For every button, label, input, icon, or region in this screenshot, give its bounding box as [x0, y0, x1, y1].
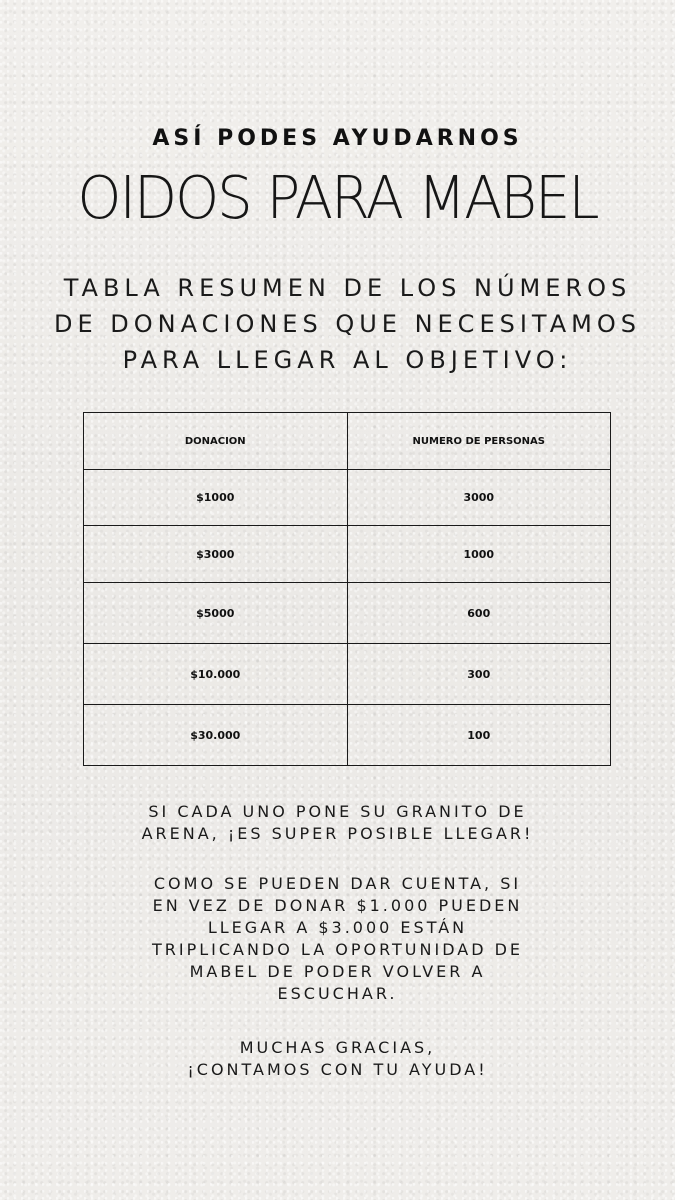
header-people: NUMERO DE PERSONAS: [347, 413, 611, 470]
paragraph-line: COMO SE PUEDEN DAR CUENTA, SI: [153, 874, 522, 893]
paragraph-line: MABEL DE PODER VOLVER A: [189, 962, 486, 981]
cell-donation: $30.000: [84, 705, 348, 766]
table-row: [84, 644, 611, 705]
table-row: [84, 526, 611, 583]
paragraph-line: ESCUCHAR.: [277, 984, 398, 1003]
cell-people: 1000: [347, 526, 611, 583]
header-donation: DONACION: [84, 413, 348, 470]
table-intro-line: DE DONACIONES QUE NECESITAMOS: [54, 310, 641, 338]
cell-people: 600: [347, 583, 611, 644]
cell-donation: $1000: [84, 470, 348, 526]
paragraph-line: EN VEZ DE DONAR $1.000 PUEDEN: [152, 896, 523, 915]
table-intro-line: TABLA RESUMEN DE LOS NÚMEROS: [63, 274, 632, 302]
table-header-row: [84, 413, 611, 470]
kicker-heading: ASÍ PODES AYUDARNOS: [152, 126, 523, 151]
table-intro: [20, 270, 675, 378]
cell-donation: $5000: [84, 583, 348, 644]
table-row: [84, 470, 611, 526]
encouragement-paragraph: [0, 801, 675, 845]
paragraph-line: ¡CONTAMOS CON TU AYUDA!: [187, 1060, 488, 1079]
cell-donation: $3000: [84, 526, 348, 583]
table-row: [84, 705, 611, 766]
table-intro-line: PARA LLEGAR AL OBJETIVO:: [122, 346, 573, 374]
paragraph-line: SI CADA UNO PONE SU GRANITO DE: [148, 802, 527, 821]
paragraph-line: LLEGAR A $3.000 ESTÁN: [207, 918, 468, 937]
cell-people: 100: [347, 705, 611, 766]
cell-people: 300: [347, 644, 611, 705]
table-row: [84, 583, 611, 644]
page-title: OIDOS PARA MABEL: [77, 164, 598, 233]
paragraph-line: MUCHAS GRACIAS,: [239, 1038, 436, 1057]
cell-people: 3000: [347, 470, 611, 526]
explanation-paragraph: [0, 873, 675, 1005]
paragraph-line: TRIPLICANDO LA OPORTUNIDAD DE: [151, 940, 524, 959]
cell-donation: $10.000: [84, 644, 348, 705]
paragraph-line: ARENA, ¡ES SUPER POSIBLE LLEGAR!: [141, 824, 534, 843]
closing-paragraph: [0, 1037, 675, 1081]
donation-table: [83, 412, 611, 766]
